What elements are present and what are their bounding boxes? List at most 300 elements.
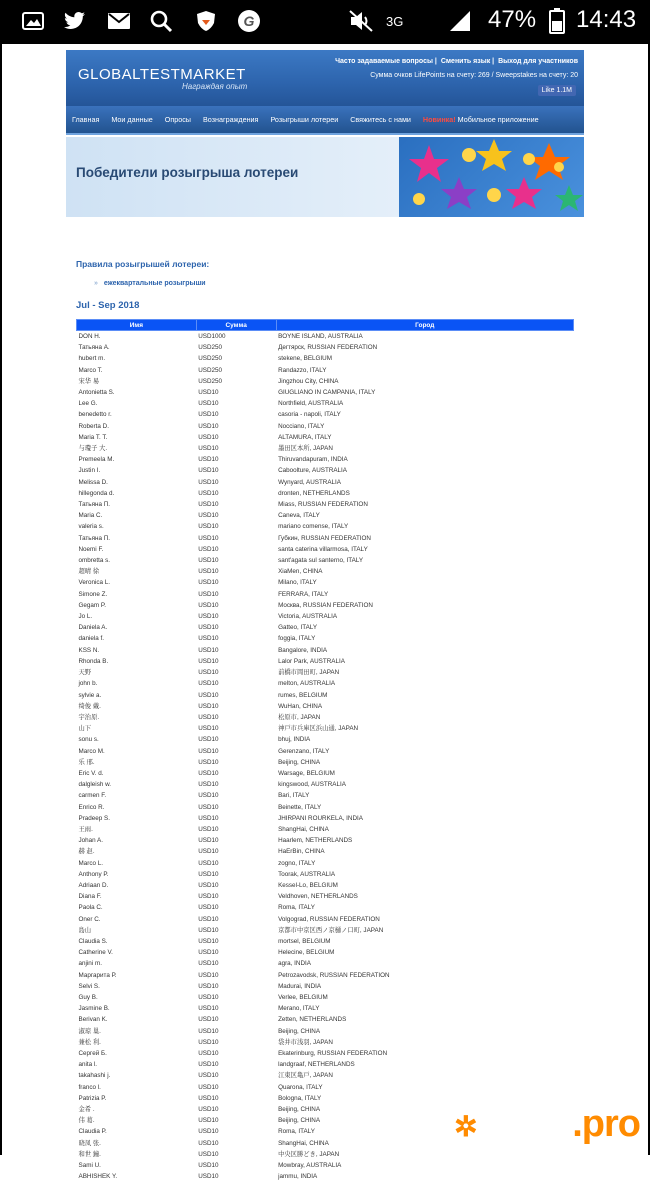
- winner-name: Johan A.: [77, 835, 197, 846]
- winner-name: 赫 赵.: [77, 846, 197, 857]
- battery-percent: 47%: [488, 6, 536, 34]
- table-row: [77, 880, 574, 891]
- winner-city: 神戸市兵庫区浜山通, JAPAN: [276, 723, 573, 734]
- winner-city: Warsage, BELGIUM: [276, 768, 573, 779]
- table-row: [77, 633, 574, 644]
- winner-amount: USD10: [196, 477, 276, 488]
- table-row: [77, 712, 574, 723]
- winner-amount: USD10: [196, 891, 276, 902]
- winner-amount: USD10: [196, 521, 276, 532]
- winner-amount: USD10: [196, 488, 276, 499]
- winner-amount: USD10: [196, 443, 276, 454]
- winner-amount: USD10: [196, 802, 276, 813]
- winner-amount: USD10: [196, 914, 276, 925]
- winner-name: Marco M.: [77, 746, 197, 757]
- like-count: 1.1M: [556, 87, 572, 94]
- watermark-brand: Otzyv: [477, 1103, 573, 1145]
- winner-amount: USD10: [196, 846, 276, 857]
- winner-amount: USD10: [196, 645, 276, 656]
- winner-amount: USD10: [196, 566, 276, 577]
- winner-name: 天野: [77, 667, 197, 678]
- table-row: [77, 768, 574, 779]
- winner-amount: USD10: [196, 465, 276, 476]
- nav-my-data[interactable]: Мои данные: [111, 115, 152, 124]
- winner-name: Patrizia P.: [77, 1093, 197, 1104]
- table-row: [77, 1160, 574, 1171]
- winner-amount: USD10: [196, 533, 276, 544]
- table-row: [77, 701, 574, 712]
- winner-city: Toorak, AUSTRALIA: [276, 869, 573, 880]
- watermark-person-icon: ✲: [454, 1111, 476, 1142]
- winner-city: Northfield, AUSTRALIA: [276, 398, 573, 409]
- winner-amount: USD10: [196, 1171, 276, 1182]
- table-row: [77, 891, 574, 902]
- winner-city: Verlee, BELGIUM: [276, 992, 573, 1003]
- winner-amount: USD10: [196, 622, 276, 633]
- winner-amount: USD10: [196, 790, 276, 801]
- winner-city: melton, AUSTRALIA: [276, 678, 573, 689]
- winner-amount: USD10: [196, 1026, 276, 1037]
- nav-sweepstakes[interactable]: Розыгрыши лотереи: [270, 115, 338, 124]
- winner-name: Claudia P.: [77, 1126, 197, 1137]
- winner-amount: USD10: [196, 936, 276, 947]
- winner-amount: USD10: [196, 690, 276, 701]
- winner-amount: USD10: [196, 835, 276, 846]
- table-row: [77, 723, 574, 734]
- winner-amount: USD10: [196, 1003, 276, 1014]
- winner-city: casoria - napoli, ITALY: [276, 409, 573, 420]
- winner-amount: USD10: [196, 1138, 276, 1149]
- winner-name: Justin I.: [77, 465, 197, 476]
- winner-city: zogno, ITALY: [276, 858, 573, 869]
- winner-amount: USD10: [196, 454, 276, 465]
- winner-name: ABHISHEK Y.: [77, 1171, 197, 1182]
- svg-text:G: G: [244, 13, 255, 29]
- winner-city: Mowbray, AUSTRALIA: [276, 1160, 573, 1171]
- winner-amount: USD10: [196, 902, 276, 913]
- winner-amount: USD10: [196, 813, 276, 824]
- winner-name: daniela f.: [77, 633, 197, 644]
- winner-amount: USD10: [196, 858, 276, 869]
- table-row: [77, 958, 574, 969]
- winner-amount: USD10: [196, 1048, 276, 1059]
- site-container: [66, 50, 584, 217]
- winner-city: Randazzo, ITALY: [276, 365, 573, 376]
- watermark-tagline: самые полезные отзывы: [510, 1093, 636, 1105]
- quarterly-draws-label: ежеквартальные розыгрыши: [104, 280, 206, 287]
- winner-amount: USD10: [196, 555, 276, 566]
- winner-amount: USD10: [196, 600, 276, 611]
- search-icon: [148, 8, 174, 34]
- table-row: [77, 622, 574, 633]
- winners-table: [76, 319, 574, 1182]
- winner-city: Petrozavodsk, RUSSIAN FEDERATION: [276, 970, 573, 981]
- winner-amount: USD10: [196, 421, 276, 432]
- winner-name: john b.: [77, 678, 197, 689]
- winner-city: FERRARA, ITALY: [276, 589, 573, 600]
- winner-city: 前橋市岡田町, JAPAN: [276, 667, 573, 678]
- winner-amount: USD10: [196, 1014, 276, 1025]
- winner-amount: USD10: [196, 768, 276, 779]
- table-row: [77, 846, 574, 857]
- winner-amount: USD10: [196, 958, 276, 969]
- table-row: [77, 577, 574, 588]
- table-row: [77, 1026, 574, 1037]
- table-row: [77, 443, 574, 454]
- table-row: [77, 342, 574, 353]
- winner-name: Adriaan D.: [77, 880, 197, 891]
- winner-name: Antonietta S.: [77, 387, 197, 398]
- winner-city: Thiruvandapuram, INDIA: [276, 454, 573, 465]
- winner-name: 超晴 徐: [77, 566, 197, 577]
- winner-name: 山下: [77, 723, 197, 734]
- nav-mobile-app[interactable]: [423, 115, 539, 124]
- winner-amount: USD1000: [196, 331, 276, 343]
- winner-city: Milano, ITALY: [276, 577, 573, 588]
- winner-name: carmen F.: [77, 790, 197, 801]
- winner-amount: USD10: [196, 779, 276, 790]
- bullet-icon: »: [94, 280, 98, 287]
- winner-city: Дегтярск, RUSSIAN FEDERATION: [276, 342, 573, 353]
- table-row: [77, 589, 574, 600]
- winner-city: BOYNE ISLAND, AUSTRALIA: [276, 331, 573, 343]
- winner-name: KSS N.: [77, 645, 197, 656]
- winner-city: Volgograd, RUSSIAN FEDERATION: [276, 914, 573, 925]
- table-row: [77, 432, 574, 443]
- winner-city: Beijing, CHINA: [276, 1026, 573, 1037]
- logout-link[interactable]: Выход для участников: [498, 58, 578, 65]
- winner-city: Miass, RUSSIAN FEDERATION: [276, 499, 573, 510]
- table-row: [77, 645, 574, 656]
- table-row: [77, 1059, 574, 1070]
- winner-amount: USD10: [196, 667, 276, 678]
- winner-city: bhuj, INDIA: [276, 734, 573, 745]
- nav-surveys[interactable]: Опросы: [165, 115, 191, 124]
- winner-amount: USD250: [196, 342, 276, 353]
- winner-amount: USD10: [196, 869, 276, 880]
- winner-city: GIUGLIANO IN CAMPANIA, ITALY: [276, 387, 573, 398]
- table-row: [77, 1037, 574, 1048]
- winner-name: Marco L.: [77, 858, 197, 869]
- winner-name: 晓凤 张.: [77, 1138, 197, 1149]
- table-row: [77, 734, 574, 745]
- winner-city: Caneva, ITALY: [276, 510, 573, 521]
- winner-city: kingswood, AUSTRALIA: [276, 779, 573, 790]
- winner-city: Madurai, INDIA: [276, 981, 573, 992]
- winner-name: Marco T.: [77, 365, 197, 376]
- winner-amount: USD10: [196, 970, 276, 981]
- winner-name: Roberta D.: [77, 421, 197, 432]
- winner-name: franco l.: [77, 1082, 197, 1093]
- winner-name: Oner C.: [77, 914, 197, 925]
- change-language-link[interactable]: Сменить язык: [441, 58, 490, 65]
- table-row: [77, 376, 574, 387]
- winner-city: santa caterina villarmosa, ITALY: [276, 544, 573, 555]
- winner-amount: USD10: [196, 577, 276, 588]
- winner-city: Губкин, RUSSIAN FEDERATION: [276, 533, 573, 544]
- winner-name: Simone Z.: [77, 589, 197, 600]
- table-row: [77, 902, 574, 913]
- table-row: [77, 947, 574, 958]
- winner-city: Bologna, ITALY: [276, 1093, 573, 1104]
- winner-city: stekene, BELGIUM: [276, 353, 573, 364]
- table-row: [77, 409, 574, 420]
- rules-heading: Правила розыгрышей лотереи:: [76, 259, 209, 269]
- winner-name: Eric V. d.: [77, 768, 197, 779]
- winner-amount: USD10: [196, 432, 276, 443]
- winner-name: Melissa D.: [77, 477, 197, 488]
- winner-amount: USD10: [196, 678, 276, 689]
- winner-city: Quarona, ITALY: [276, 1082, 573, 1093]
- winner-name: valeria s.: [77, 521, 197, 532]
- winner-city: ShangHai, CHINA: [276, 824, 573, 835]
- winner-city: Bangalore, INDIA: [276, 645, 573, 656]
- winner-city: foggia, ITALY: [276, 633, 573, 644]
- winner-name: Daniela A.: [77, 622, 197, 633]
- page-title: Победители розыгрыша лотереи: [76, 165, 298, 180]
- winner-amount: USD10: [196, 1115, 276, 1126]
- table-row: [77, 398, 574, 409]
- site-logo[interactable]: GLOBALTESTMARKET: [78, 66, 246, 83]
- table-row: [77, 365, 574, 376]
- winner-city: jammu, INDIA: [276, 1171, 573, 1182]
- winner-city: mortsel, BELGIUM: [276, 936, 573, 947]
- winner-city: dronten, NETHERLANDS: [276, 488, 573, 499]
- g-app-icon: [236, 8, 262, 34]
- table-row: [77, 667, 574, 678]
- table-row: [77, 656, 574, 667]
- winner-amount: USD10: [196, 723, 276, 734]
- nav-rewards[interactable]: Вознаграждения: [203, 115, 258, 124]
- table-row: [77, 331, 574, 343]
- winner-name: DON H.: [77, 331, 197, 343]
- winner-name: Sami U.: [77, 1160, 197, 1171]
- winner-city: Caboolture, AUSTRALIA: [276, 465, 573, 476]
- gallery-icon: [20, 8, 46, 34]
- battery-icon: [544, 8, 570, 34]
- winner-name: Rhonda B.: [77, 656, 197, 667]
- site-header: [66, 50, 584, 106]
- winner-amount: USD10: [196, 1104, 276, 1115]
- table-row: [77, 555, 574, 566]
- winner-amount: USD10: [196, 701, 276, 712]
- table-row: [77, 454, 574, 465]
- table-row: [77, 611, 574, 622]
- winner-name: anita l.: [77, 1059, 197, 1070]
- winner-amount: USD10: [196, 499, 276, 510]
- table-row: [77, 1070, 574, 1081]
- table-row: [77, 387, 574, 398]
- shield-icon: [193, 8, 219, 34]
- winner-amount: USD10: [196, 510, 276, 521]
- winner-name: Selvi S.: [77, 981, 197, 992]
- faq-link[interactable]: Часто задаваемые вопросы: [335, 58, 433, 65]
- winner-amount: USD10: [196, 947, 276, 958]
- winner-amount: USD10: [196, 1059, 276, 1070]
- table-row: [77, 600, 574, 611]
- winner-city: 中央区勝どき, JAPAN: [276, 1149, 573, 1160]
- table-row: [77, 813, 574, 824]
- winner-city: Haarlem, NETHERLANDS: [276, 835, 573, 846]
- nav-home[interactable]: Главная: [72, 115, 99, 124]
- winner-name: 乐 邢.: [77, 757, 197, 768]
- winner-city: agra, INDIA: [276, 958, 573, 969]
- winner-name: Veronica L.: [77, 577, 197, 588]
- winners-table-wrap: [76, 319, 574, 1182]
- winner-name: 淑琼 巢.: [77, 1026, 197, 1037]
- points-summary: Сумма очков LifePoints на счету: 269 / Sweepstakes на счету: 20: [370, 72, 578, 79]
- facebook-like-button[interactable]: [538, 85, 576, 96]
- winner-city: ALTAMURA, ITALY: [276, 432, 573, 443]
- winner-amount: USD10: [196, 544, 276, 555]
- winner-amount: USD10: [196, 387, 276, 398]
- winner-amount: USD10: [196, 1037, 276, 1048]
- banner-illustration: [399, 137, 584, 217]
- winner-name: Маргарита Р.: [77, 970, 197, 981]
- winner-amount: USD10: [196, 925, 276, 936]
- winner-city: Jingzhou City, CHINA: [276, 376, 573, 387]
- winner-amount: USD10: [196, 734, 276, 745]
- browser-page: [2, 44, 648, 1155]
- winner-name: hubert m.: [77, 353, 197, 364]
- col-city-header: Город: [276, 320, 573, 331]
- watermark: [406, 1091, 646, 1151]
- winner-amount: USD10: [196, 880, 276, 891]
- winner-name: sylvie a.: [77, 690, 197, 701]
- winner-amount: USD250: [196, 365, 276, 376]
- winner-name: takahashi j.: [77, 1070, 197, 1081]
- winner-amount: USD10: [196, 1070, 276, 1081]
- winner-city: 江東区亀戸, JAPAN: [276, 1070, 573, 1081]
- winner-name: 兼松 利.: [77, 1037, 197, 1048]
- table-row: [77, 746, 574, 757]
- winner-city: Wynyard, AUSTRALIA: [276, 477, 573, 488]
- winner-amount: USD10: [196, 656, 276, 667]
- winner-amount: USD10: [196, 981, 276, 992]
- signal-icon: [446, 8, 472, 34]
- clock: 14:43: [576, 6, 636, 34]
- winner-name: Lee G.: [77, 398, 197, 409]
- winner-name: Jo L.: [77, 611, 197, 622]
- winner-amount: USD10: [196, 398, 276, 409]
- winner-name: Noemi F.: [77, 544, 197, 555]
- table-row: [77, 757, 574, 768]
- winner-city: Merano, ITALY: [276, 1003, 573, 1014]
- table-row: [77, 1048, 574, 1059]
- table-row: [77, 477, 574, 488]
- table-row: [77, 465, 574, 476]
- winner-name: Paola C.: [77, 902, 197, 913]
- winner-city: Kessel-Lo, BELGIUM: [276, 880, 573, 891]
- winner-city: Москва, RUSSIAN FEDERATION: [276, 600, 573, 611]
- table-body: [77, 331, 574, 1182]
- winner-amount: USD10: [196, 992, 276, 1003]
- winner-name: 与瓊子 大.: [77, 443, 197, 454]
- winner-city: Gatteo, ITALY: [276, 622, 573, 633]
- winner-name: ombretta s.: [77, 555, 197, 566]
- winner-city: 袋井市浅羽, JAPAN: [276, 1037, 573, 1048]
- winner-name: 伟 葛.: [77, 1115, 197, 1126]
- like-label: Like: [542, 87, 555, 94]
- table-row: [77, 521, 574, 532]
- main-nav: [66, 106, 584, 135]
- table-row: [77, 678, 574, 689]
- winner-name: Сергей Б.: [77, 1048, 197, 1059]
- mute-icon: [348, 8, 374, 34]
- winner-city: 墨田区本所, JAPAN: [276, 443, 573, 454]
- table-row: [77, 925, 574, 936]
- mail-icon: [106, 8, 132, 34]
- winner-name: Татьяна П.: [77, 533, 197, 544]
- winner-name: Maria C.: [77, 510, 197, 521]
- col-name-header: Имя: [77, 320, 197, 331]
- winner-city: Beijing, CHINA: [276, 1115, 573, 1126]
- winner-name: dalgleish w.: [77, 779, 197, 790]
- table-row: [77, 533, 574, 544]
- new-badge: Новинка!: [423, 115, 456, 124]
- winner-name: Татьяна А.: [77, 342, 197, 353]
- winner-name: Diana F.: [77, 891, 197, 902]
- nav-mobile-label: Мобильное приложение: [458, 115, 539, 124]
- winner-name: Claudia S.: [77, 936, 197, 947]
- winner-amount: USD250: [196, 353, 276, 364]
- table-row: [77, 544, 574, 555]
- winner-amount: USD10: [196, 746, 276, 757]
- table-row: [77, 1003, 574, 1014]
- winner-amount: USD250: [196, 376, 276, 387]
- winner-name: Татьяна П.: [77, 499, 197, 510]
- winner-amount: USD10: [196, 1082, 276, 1093]
- winner-name: 绮俊 戴.: [77, 701, 197, 712]
- winner-name: Pradeep S.: [77, 813, 197, 824]
- quarterly-draws-link[interactable]: [94, 280, 206, 287]
- winner-name: anjini m.: [77, 958, 197, 969]
- winner-name: sonu s.: [77, 734, 197, 745]
- network-type: 3G: [386, 14, 403, 29]
- winner-name: Gegam P.: [77, 600, 197, 611]
- status-bar: [0, 0, 650, 44]
- winner-name: Premeela M.: [77, 454, 197, 465]
- table-row: [77, 835, 574, 846]
- winner-name: 島山: [77, 925, 197, 936]
- table-row: [77, 869, 574, 880]
- winner-name: Jasmine B.: [77, 1003, 197, 1014]
- winner-name: Maria T. T.: [77, 432, 197, 443]
- winner-city: Roma, ITALY: [276, 1126, 573, 1137]
- table-row: [77, 914, 574, 925]
- winner-city: 京都市中京区西ノ京樋ノ口町, JAPAN: [276, 925, 573, 936]
- table-row: [77, 488, 574, 499]
- winner-city: sant'agata sul santerno, ITALY: [276, 555, 573, 566]
- winner-city: rumes, BELGIUM: [276, 690, 573, 701]
- table-row: [77, 981, 574, 992]
- col-amount-header: Сумма: [196, 320, 276, 331]
- table-row: [77, 992, 574, 1003]
- winner-amount: USD10: [196, 712, 276, 723]
- winner-name: 宇治原.: [77, 712, 197, 723]
- table-row: [77, 936, 574, 947]
- period-title: Jul - Sep 2018: [76, 300, 139, 311]
- winner-amount: USD10: [196, 611, 276, 622]
- watermark-tld: .pro: [572, 1103, 640, 1145]
- winner-city: Zetten, NETHERLANDS: [276, 1014, 573, 1025]
- table-row: [77, 1014, 574, 1025]
- nav-contact[interactable]: Свяжитесь с нами: [350, 115, 411, 124]
- winner-city: WuHan, CHINA: [276, 701, 573, 712]
- winner-amount: USD10: [196, 824, 276, 835]
- table-row: [77, 824, 574, 835]
- winner-city: Nocciano, ITALY: [276, 421, 573, 432]
